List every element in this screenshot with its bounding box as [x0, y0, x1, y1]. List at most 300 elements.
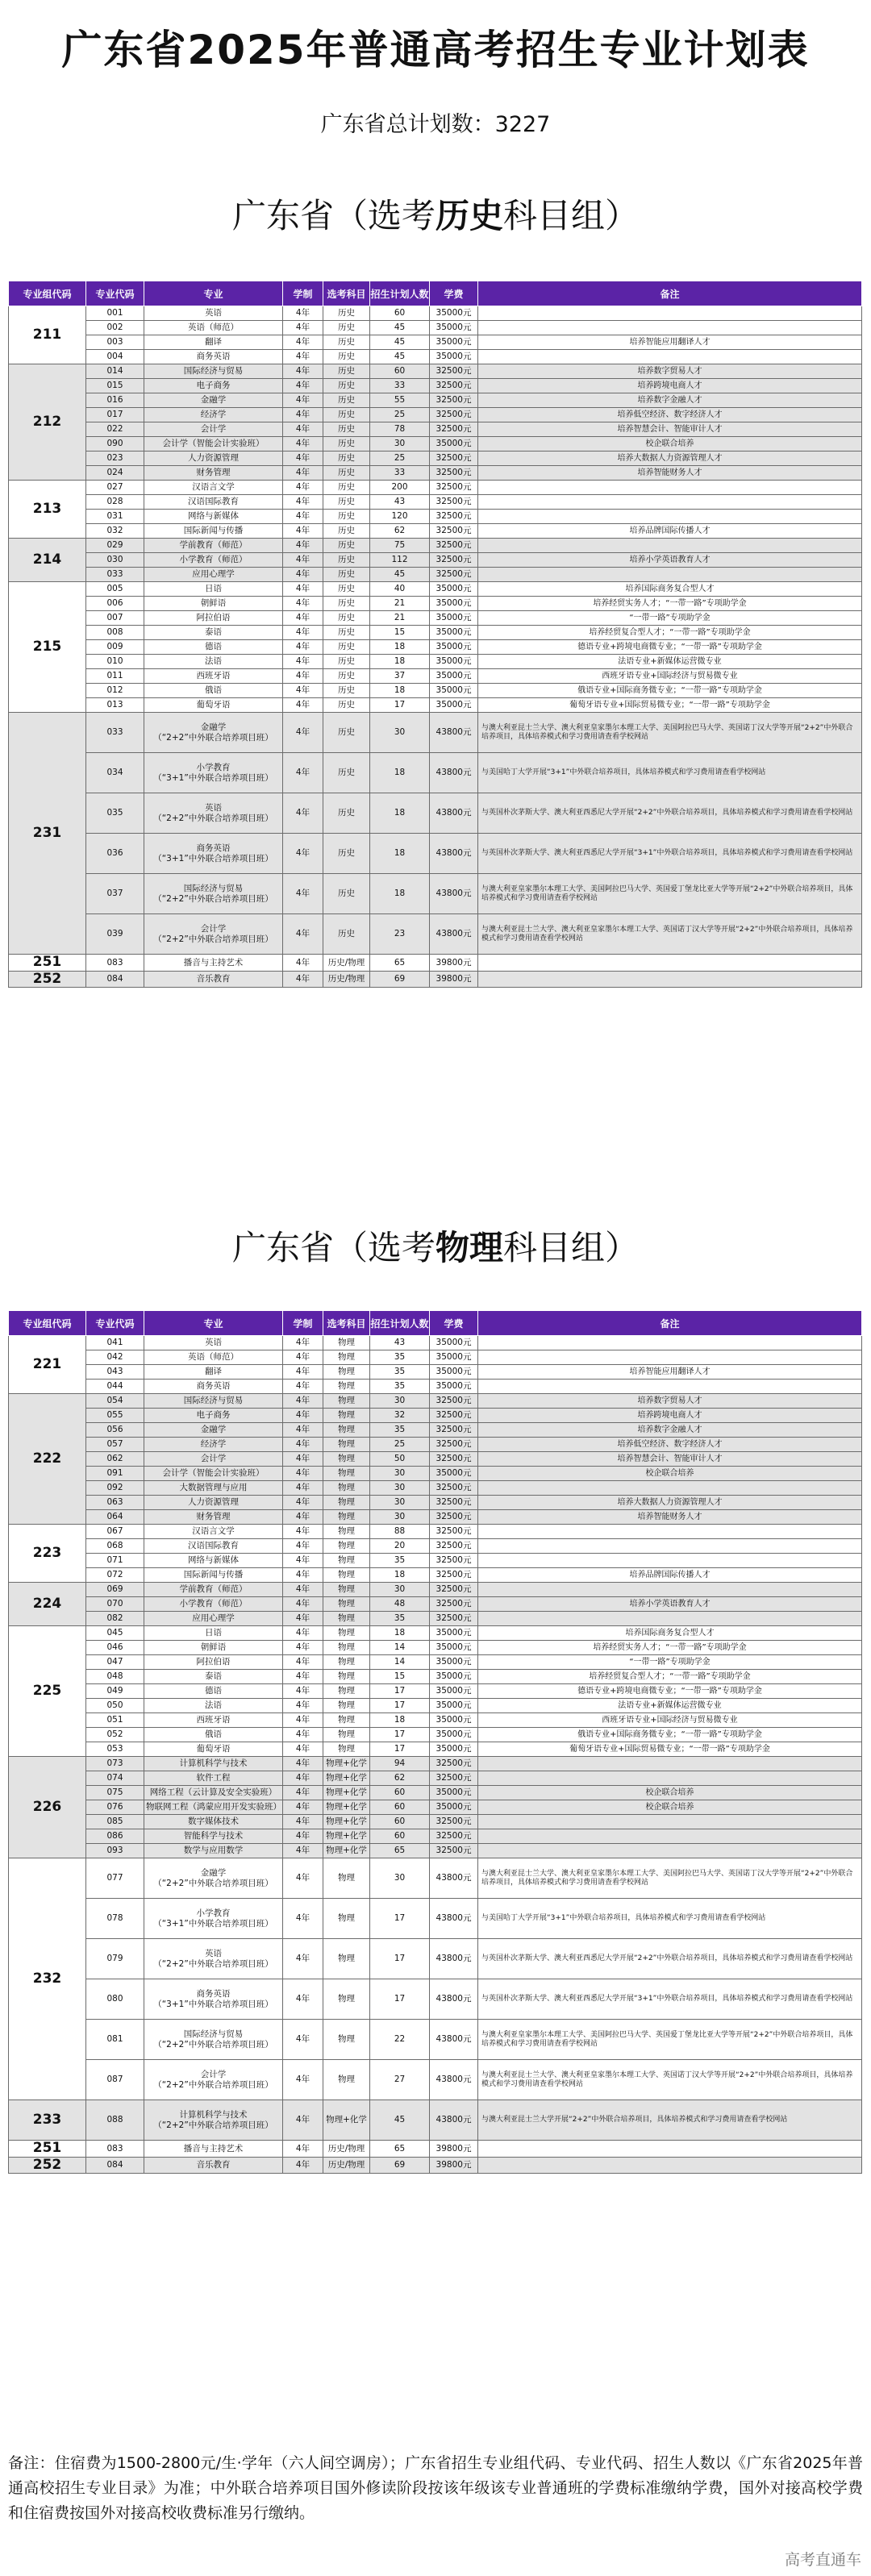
subject: 物理	[323, 1626, 370, 1641]
subject: 历史	[323, 698, 370, 713]
tuition: 35000元	[430, 1670, 478, 1684]
plan-count: 62	[370, 524, 430, 539]
table-row	[9, 1365, 862, 1380]
major-name: 翻译	[144, 335, 283, 350]
tuition: 32500元	[430, 1815, 478, 1829]
table-row	[9, 466, 862, 481]
major-name: 国际经济与贸易	[144, 364, 283, 379]
major-code: 084	[86, 2157, 144, 2174]
tuition: 35000元	[430, 1699, 478, 1713]
major-name: 法语	[144, 655, 283, 669]
subject: 物理	[323, 1336, 370, 1350]
major-code: 011	[86, 669, 144, 684]
duration: 4年	[283, 582, 323, 597]
tuition: 35000元	[430, 698, 478, 713]
major-code: 075	[86, 1786, 144, 1800]
table-row	[9, 1597, 862, 1612]
duration: 4年	[283, 495, 323, 510]
subject: 历史	[323, 350, 370, 364]
major-name: 智能科学与技术	[144, 1829, 283, 1844]
remark	[478, 1583, 862, 1597]
major-code: 047	[86, 1655, 144, 1670]
major-code: 042	[86, 1350, 144, 1365]
subject: 历史	[323, 437, 370, 452]
column-header: 专业代码	[86, 281, 144, 306]
plan-count: 30	[370, 713, 430, 753]
subject: 物理	[323, 1452, 370, 1467]
major-name: 日语	[144, 1626, 283, 1641]
subject: 历史	[323, 684, 370, 698]
duration: 4年	[283, 1829, 323, 1844]
table-row	[9, 1423, 862, 1438]
major-code: 080	[86, 1979, 144, 2020]
major-code: 037	[86, 874, 144, 914]
table-row	[9, 553, 862, 568]
group-code: 226	[9, 1757, 86, 1858]
group-code: 233	[9, 2100, 86, 2141]
remark	[478, 495, 862, 510]
major-code: 069	[86, 1583, 144, 1597]
table-row	[9, 914, 862, 955]
duration: 4年	[283, 1394, 323, 1409]
plan-count: 30	[370, 1510, 430, 1525]
subject: 物理	[323, 1350, 370, 1365]
table-row	[9, 684, 862, 698]
plan-count: 30	[370, 1858, 430, 1899]
subject: 物理+化学	[323, 1815, 370, 1829]
major-code: 002	[86, 321, 144, 335]
duration: 4年	[283, 1771, 323, 1786]
duration: 4年	[283, 1728, 323, 1742]
duration: 4年	[283, 626, 323, 640]
group-code: 251	[9, 2141, 86, 2158]
remark	[478, 1336, 862, 1350]
duration: 4年	[283, 1350, 323, 1365]
duration: 4年	[283, 1742, 323, 1757]
plan-count: 50	[370, 1452, 430, 1467]
group-code: 212	[9, 364, 86, 481]
table-row	[9, 495, 862, 510]
major-name: 国际经济与贸易 （“2+2”中外联合培养项目班）	[144, 874, 283, 914]
remark: 与美国哈丁大学开展“3+1”中外联合培养项目，具体培养模式和学习费用请查看学校网站	[478, 753, 862, 793]
subject: 历史	[323, 335, 370, 350]
major-name: 日语	[144, 582, 283, 597]
major-code: 001	[86, 306, 144, 321]
table-row	[9, 1979, 862, 2020]
major-code: 051	[86, 1713, 144, 1728]
subject: 物理	[323, 1684, 370, 1699]
remark: 与澳大利亚昆士兰大学开展“2+2”中外联合培养项目，具体培养模式和学习费用请查看学校网站	[478, 2100, 862, 2141]
table-row	[9, 422, 862, 437]
subject: 物理	[323, 1467, 370, 1481]
major-name: 大数据管理与应用	[144, 1481, 283, 1496]
subject: 历史	[323, 553, 370, 568]
remark: 西班牙语专业+国际经济与贸易微专业	[478, 1713, 862, 1728]
plan-count: 32	[370, 1409, 430, 1423]
plan-count: 30	[370, 437, 430, 452]
column-header: 专业组代码	[9, 1311, 86, 1336]
plan-count: 17	[370, 1728, 430, 1742]
remark: 校企联合培养	[478, 1786, 862, 1800]
subject: 物理	[323, 1496, 370, 1510]
plan-count: 22	[370, 2020, 430, 2060]
subject: 历史	[323, 539, 370, 553]
major-name: 国际新闻与传播	[144, 524, 283, 539]
remark	[478, 971, 862, 988]
table-row	[9, 834, 862, 874]
major-name: 泰语	[144, 1670, 283, 1684]
duration: 4年	[283, 713, 323, 753]
plan-count: 35	[370, 1612, 430, 1626]
remark: 培养跨境电商人才	[478, 1409, 862, 1423]
major-code: 039	[86, 914, 144, 955]
subject: 物理	[323, 1713, 370, 1728]
remark: 与澳大利亚皇家墨尔本理工大学、美国阿拉巴马大学、英国爱丁堡龙比亚大学等开展“2+2”中外联合培养项目，具体培养模式和学习费用请查看学校网站	[478, 2020, 862, 2060]
tuition: 32500元	[430, 452, 478, 466]
table-header-row	[9, 281, 862, 306]
major-code: 068	[86, 1539, 144, 1554]
duration: 4年	[283, 1568, 323, 1583]
major-code: 044	[86, 1380, 144, 1394]
tuition: 35000元	[430, 1380, 478, 1394]
major-name: 国际新闻与传播	[144, 1568, 283, 1583]
table-row	[9, 1713, 862, 1728]
group-code: 232	[9, 1858, 86, 2100]
plan-count: 60	[370, 1829, 430, 1844]
table-row	[9, 1438, 862, 1452]
major-code: 079	[86, 1939, 144, 1979]
section-title-post: 科目组）	[503, 196, 640, 235]
group-code: 214	[9, 539, 86, 582]
table-row	[9, 1583, 862, 1597]
tuition: 32500元	[430, 495, 478, 510]
tuition: 35000元	[430, 1467, 478, 1481]
duration: 4年	[283, 364, 323, 379]
tuition: 32500元	[430, 1583, 478, 1597]
column-header: 学费	[430, 1311, 478, 1336]
major-name: 应用心理学	[144, 568, 283, 582]
remark: 培养经贸复合型人才；“一带一路”专项助学金	[478, 626, 862, 640]
table-row	[9, 1844, 862, 1858]
remark: 德语专业+跨境电商微专业；“一带一路”专项助学金	[478, 640, 862, 655]
plan-count: 55	[370, 393, 430, 408]
major-name: 会计学	[144, 1452, 283, 1467]
remark	[478, 2141, 862, 2158]
plan-count: 33	[370, 466, 430, 481]
subject: 物理	[323, 1612, 370, 1626]
subject: 物理	[323, 1899, 370, 1939]
duration: 4年	[283, 422, 323, 437]
tuition: 35000元	[430, 350, 478, 364]
tuition: 32500元	[430, 1771, 478, 1786]
major-code: 043	[86, 1365, 144, 1380]
table-row	[9, 1612, 862, 1626]
remark: 培养国际商务复合型人才	[478, 582, 862, 597]
major-name: 经济学	[144, 1438, 283, 1452]
plan-count: 30	[370, 1481, 430, 1496]
major-code: 083	[86, 955, 144, 972]
plan-count: 25	[370, 408, 430, 422]
major-name: 播音与主持艺术	[144, 2141, 283, 2158]
table-row	[9, 321, 862, 335]
duration: 4年	[283, 1713, 323, 1728]
major-code: 024	[86, 466, 144, 481]
plan-count: 43	[370, 495, 430, 510]
table-row	[9, 1939, 862, 1979]
tuition: 32500元	[430, 1539, 478, 1554]
major-code: 052	[86, 1728, 144, 1742]
major-name: 英语	[144, 306, 283, 321]
tuition: 32500元	[430, 1597, 478, 1612]
major-name: 翻译	[144, 1365, 283, 1380]
column-header: 专业代码	[86, 1311, 144, 1336]
duration: 4年	[283, 1597, 323, 1612]
subject: 物理	[323, 1597, 370, 1612]
table-row	[9, 335, 862, 350]
plan-count: 35	[370, 1350, 430, 1365]
major-name: 会计学（智能会计实验班）	[144, 1467, 283, 1481]
tuition: 32500元	[430, 466, 478, 481]
duration: 4年	[283, 1939, 323, 1979]
major-name: 商务英语 （“3+1”中外联合培养项目班）	[144, 834, 283, 874]
table-row	[9, 350, 862, 364]
table-row	[9, 1641, 862, 1655]
remark: 法语专业+新媒体运营微专业	[478, 655, 862, 669]
major-code: 004	[86, 350, 144, 364]
tuition: 32500元	[430, 1510, 478, 1525]
tuition: 35000元	[430, 437, 478, 452]
column-header: 学制	[283, 1311, 323, 1336]
major-code: 092	[86, 1481, 144, 1496]
remark: “一带一路”专项助学金	[478, 1655, 862, 1670]
remark: 俄语专业+国际商务微专业；“一带一路”专项助学金	[478, 1728, 862, 1742]
major-name: 小学教育（师范）	[144, 553, 283, 568]
tuition: 39800元	[430, 2157, 478, 2174]
table-row	[9, 1626, 862, 1641]
major-code: 046	[86, 1641, 144, 1655]
remark: 与英国朴次茅斯大学、澳大利亚西悉尼大学开展“3+1”中外联合培养项目，具体培养模式和学习费用请查看学校网站	[478, 1979, 862, 2020]
major-code: 013	[86, 698, 144, 713]
duration: 4年	[283, 1409, 323, 1423]
major-name: 人力资源管理	[144, 1496, 283, 1510]
major-name: 商务英语	[144, 1380, 283, 1394]
remark: 培养大数据人力资源管理人才	[478, 1496, 862, 1510]
subject: 物理	[323, 1583, 370, 1597]
duration: 4年	[283, 1525, 323, 1539]
table-row	[9, 1815, 862, 1829]
plan-count: 18	[370, 640, 430, 655]
major-name: 商务英语	[144, 350, 283, 364]
tuition: 32500元	[430, 524, 478, 539]
major-code: 009	[86, 640, 144, 655]
tuition: 32500元	[430, 1394, 478, 1409]
table-row	[9, 1510, 862, 1525]
major-code: 074	[86, 1771, 144, 1786]
major-name: 商务英语 （“3+1”中外联合培养项目班）	[144, 1979, 283, 2020]
major-code: 036	[86, 834, 144, 874]
remark: 培养品牌国际传播人才	[478, 524, 862, 539]
duration: 4年	[283, 568, 323, 582]
tuition: 32500元	[430, 1612, 478, 1626]
remark	[478, 1481, 862, 1496]
tuition: 32500元	[430, 364, 478, 379]
subject: 物理	[323, 1742, 370, 1757]
duration: 4年	[283, 1496, 323, 1510]
table-header-row	[9, 1311, 862, 1336]
table-row	[9, 955, 862, 972]
tuition: 35000元	[430, 640, 478, 655]
major-name: 金融学	[144, 393, 283, 408]
major-code: 054	[86, 1394, 144, 1409]
duration: 4年	[283, 698, 323, 713]
tuition: 35000元	[430, 684, 478, 698]
tuition: 35000元	[430, 1350, 478, 1365]
table-row	[9, 2020, 862, 2060]
major-name: 小学教育（师范）	[144, 1597, 283, 1612]
major-name: 软件工程	[144, 1771, 283, 1786]
subject: 历史	[323, 321, 370, 335]
plan-count: 69	[370, 971, 430, 988]
remark: 与英国朴次茅斯大学、澳大利亚西悉尼大学开展“2+2”中外联合培养项目，具体培养模式和学习费用请查看学校网站	[478, 1939, 862, 1979]
subject: 历史/物理	[323, 2141, 370, 2158]
remark: 培养经贸实务人才；“一带一路”专项助学金	[478, 597, 862, 611]
tuition: 35000元	[430, 1641, 478, 1655]
major-name: 小学教育 （“3+1”中外联合培养项目班）	[144, 1899, 283, 1939]
subject: 物理	[323, 1699, 370, 1713]
duration: 4年	[283, 2157, 323, 2174]
tuition: 43800元	[430, 874, 478, 914]
tuition: 35000元	[430, 669, 478, 684]
plan-count: 14	[370, 1655, 430, 1670]
table-row	[9, 1554, 862, 1568]
major-code: 072	[86, 1568, 144, 1583]
subject: 历史	[323, 753, 370, 793]
duration: 4年	[283, 1699, 323, 1713]
column-header: 备注	[478, 1311, 862, 1336]
major-name: 俄语	[144, 1728, 283, 1742]
plan-count: 18	[370, 834, 430, 874]
remark: 与澳大利亚昆士兰大学、澳大利亚皇家墨尔本理工大学、美国阿拉巴马大学、英国诺丁汉大学等开展“2+2”中外联合培养项目，具体培养模式和学习费用请查看学校网站	[478, 1858, 862, 1899]
major-name: 英语 （“2+2”中外联合培养项目班）	[144, 1939, 283, 1979]
table-row	[9, 698, 862, 713]
major-code: 077	[86, 1858, 144, 1899]
table-row	[9, 1670, 862, 1684]
subject: 历史	[323, 524, 370, 539]
major-code: 081	[86, 2020, 144, 2060]
section-title-bold: 物理	[435, 1228, 503, 1267]
table-row	[9, 510, 862, 524]
column-header: 招生计划人数	[370, 281, 430, 306]
column-header: 选考科目	[323, 1311, 370, 1336]
duration: 4年	[283, 874, 323, 914]
remark: 与英国朴次茅斯大学、澳大利亚西悉尼大学开展“3+1”中外联合培养项目，具体培养模式和学习费用请查看学校网站	[478, 834, 862, 874]
table-row	[9, 1899, 862, 1939]
remark: 校企联合培养	[478, 437, 862, 452]
table-row	[9, 1771, 862, 1786]
duration: 4年	[283, 1467, 323, 1481]
plan-count: 75	[370, 539, 430, 553]
major-name: 朝鲜语	[144, 1641, 283, 1655]
tuition: 35000元	[430, 1684, 478, 1699]
major-code: 050	[86, 1699, 144, 1713]
plan-count: 17	[370, 1684, 430, 1699]
duration: 4年	[283, 611, 323, 626]
duration: 4年	[283, 1423, 323, 1438]
table-row	[9, 1728, 862, 1742]
tuition: 35000元	[430, 1786, 478, 1800]
remark	[478, 568, 862, 582]
section-title-pre: 广东省（选考	[231, 1228, 436, 1267]
major-code: 008	[86, 626, 144, 640]
tuition: 32500元	[430, 1481, 478, 1496]
tuition: 35000元	[430, 582, 478, 597]
major-name: 网络工程（云计算及安全实验班）	[144, 1786, 283, 1800]
major-name: 财务管理	[144, 466, 283, 481]
plan-count: 18	[370, 753, 430, 793]
tuition: 32500元	[430, 481, 478, 495]
plan-count: 78	[370, 422, 430, 437]
remark: 培养经贸实务人才；“一带一路”专项助学金	[478, 1641, 862, 1655]
duration: 4年	[283, 1510, 323, 1525]
duration: 4年	[283, 640, 323, 655]
tuition: 35000元	[430, 626, 478, 640]
table-row	[9, 1757, 862, 1771]
tuition: 35000元	[430, 611, 478, 626]
major-code: 010	[86, 655, 144, 669]
remark	[478, 321, 862, 335]
major-code: 088	[86, 2100, 144, 2141]
remark: 培养大数据人力资源管理人才	[478, 452, 862, 466]
duration: 4年	[283, 408, 323, 422]
table-row	[9, 1655, 862, 1670]
remark	[478, 1612, 862, 1626]
group-code: 221	[9, 1336, 86, 1394]
major-code: 067	[86, 1525, 144, 1539]
major-code: 033	[86, 568, 144, 582]
major-name: 物联网工程（鸿蒙应用开发实验班）	[144, 1800, 283, 1815]
major-code: 064	[86, 1510, 144, 1525]
plan-count: 15	[370, 1670, 430, 1684]
major-name: 数字媒体技术	[144, 1815, 283, 1829]
duration: 4年	[283, 1899, 323, 1939]
duration: 4年	[283, 2100, 323, 2141]
plan-count: 45	[370, 335, 430, 350]
major-name: 葡萄牙语	[144, 1742, 283, 1757]
plan-count: 17	[370, 698, 430, 713]
subject: 物理	[323, 1554, 370, 1568]
table-row	[9, 1699, 862, 1713]
major-name: 网络与新媒体	[144, 1554, 283, 1568]
plan-count: 112	[370, 553, 430, 568]
duration: 4年	[283, 1979, 323, 2020]
remark: 培养智能应用翻译人才	[478, 335, 862, 350]
remark: 培养数字贸易人才	[478, 364, 862, 379]
major-code: 031	[86, 510, 144, 524]
duration: 4年	[283, 1815, 323, 1829]
major-name: 经济学	[144, 408, 283, 422]
subject: 历史	[323, 364, 370, 379]
subject: 历史/物理	[323, 955, 370, 972]
table-row	[9, 2141, 862, 2158]
subject: 物理	[323, 1525, 370, 1539]
major-name: 会计学 （“2+2”中外联合培养项目班）	[144, 914, 283, 955]
history-plan-table	[8, 281, 862, 988]
column-header: 专业	[144, 1311, 283, 1336]
major-name: 会计学（智能会计实验班）	[144, 437, 283, 452]
plan-count: 60	[370, 306, 430, 321]
major-code: 073	[86, 1757, 144, 1771]
remark: 法语专业+新媒体运营微专业	[478, 1699, 862, 1713]
